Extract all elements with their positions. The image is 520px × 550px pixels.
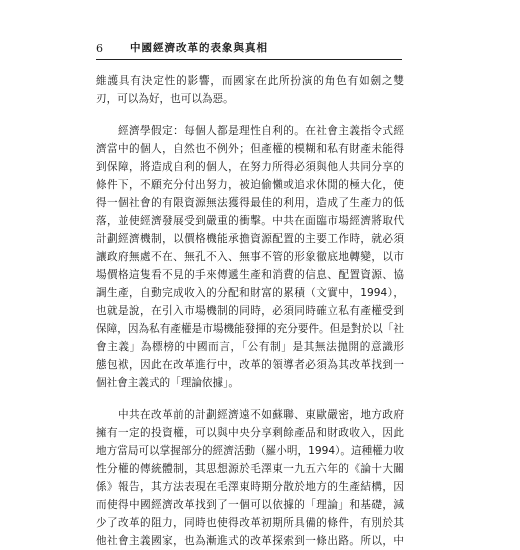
text-line: 濟當中的個人，自然也不例外；但產權的模糊和私有財產未能得 [96, 143, 404, 155]
text-line: 而使得中國經濟改革找到了一個可以依據的「理論」和基礎，減 [96, 499, 404, 511]
text-line: 調生產，自動完成收入的分配和財富的累積（文實中，1994）， [96, 287, 404, 299]
page-number: 6 [96, 42, 103, 55]
text-line: 刃，可以為好，也可以為惡。 [96, 93, 234, 105]
text-line: 個社會主義式的「理論依據」。 [96, 377, 240, 389]
running-title: 中國經濟改革的表象與真相 [130, 42, 268, 54]
text-line: 態包袱，因此在改革進行中，改革的領導者必須為其改革找到一 [96, 359, 404, 371]
text-line: 計劃經濟機制，以價格機能承擔資源配置的主要工作時，就必須 [96, 233, 404, 245]
text-line: 他社會主義國家，也為漸進式的改革探索到一條出路。所以，中 [96, 535, 404, 547]
text-line: 少了改革的阻力，同時也使得改革初期所具備的條件，有別於其 [96, 517, 404, 529]
text-line: 場價格這隻看不見的手來傳遞生產和消費的信息、配置資源、協 [96, 269, 404, 281]
text-line: 也就是說，在引入市場機制的同時，必須同時確立私有產權受到 [96, 305, 404, 317]
text-line: 地方當局可以掌握部分的經濟活動（羅小明，1994）。這種權力收 [96, 445, 404, 457]
text-line: 係》報告，其方法表現在毛澤東時期分散於地方的生產結構，因 [96, 481, 404, 493]
text-line: 讓政府無處不在、無孔不入、無事不管的形象徹底地轉變，以市 [96, 251, 404, 263]
text-line: 到保障，將造成自利的個人，在努力所得必須與他人共同分享的 [96, 161, 404, 173]
page-header [96, 40, 402, 60]
text-line: 中共在改革前的計劃經濟遠不如蘇聯、東歐嚴密，地方政府 [118, 409, 404, 421]
text-line: 維護具有決定性的影響，而國家在此所扮演的角色有如劍之雙 [96, 75, 404, 87]
text-line: 擁有一定的投資權，可以與中央分享剩餘產品和財政收入，因此 [96, 427, 404, 439]
text-line: 性分權的傳統體制，其思想源於毛澤東一九五六年的《論十大關 [96, 463, 404, 475]
text-line: 得一個社會的有限資源無法獲得最佳的利用，造成了生產力的低 [96, 197, 404, 209]
page-body [96, 72, 404, 550]
text-line: 經濟學假定：每個人都是理性自利的。在社會主義指令式經 [118, 125, 404, 137]
text-line: 落，並使經濟發展受到嚴重的衝擊。中共在面臨市場經濟將取代 [96, 215, 404, 227]
text-line: 會主義」為標榜的中國而言，「公有制」是其無法拋開的意識形 [96, 341, 404, 353]
text-line: 保障，因為私有產權是市場機能發揮的充分要件。但是對於以「社 [96, 323, 404, 335]
text-line: 條件下，不願充分付出努力，被迫偷懶或追求休閒的極大化，使 [96, 179, 404, 191]
